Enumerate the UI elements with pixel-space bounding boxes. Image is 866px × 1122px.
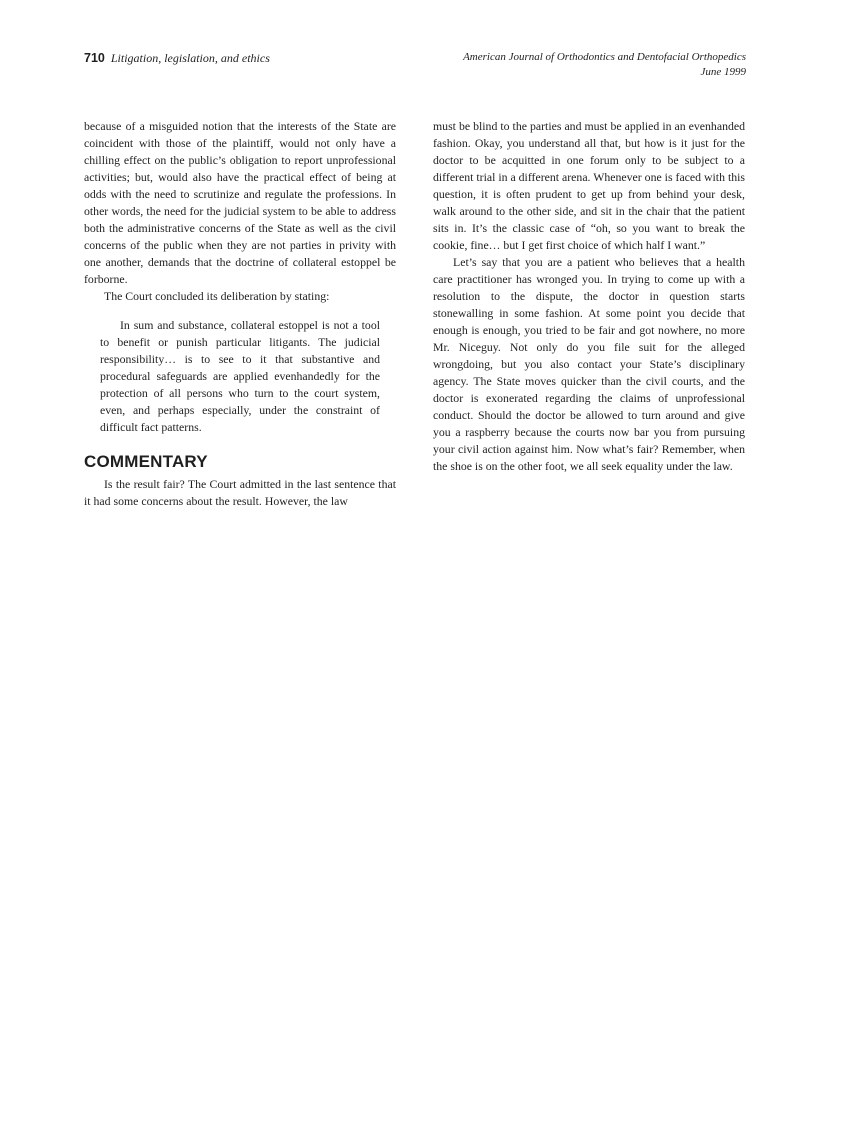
left-column (84, 118, 396, 510)
paragraph: Let’s say that you are a patient who believes that a health care practitioner has wronged you. In trying to come up with a resolution to the dispute, the doctor in question starts stonewalling in some fashion. At some point you decide that enough is enough, you tried to be fair and got nowhere, no more Mr. Niceguy. Not only do you file suit for the alleged wrongdoing, but you also contact your State’s disciplinary agency. The State moves quicker than the civil courts, and the doctor is exonerated regarding the claims of unprofessional conduct. Should the doctor be allowed to turn around and give you a raspberry because the courts now bar you from pursuing your civil action against him. Now what’s fair? Remember, when the shoe is on the other foot, we all seek equality under the law. (433, 255, 745, 473)
journal-name: American Journal of Orthodontics and Dentofacial Orthopedics (463, 51, 746, 63)
header-left (84, 50, 270, 66)
header-right (463, 50, 746, 80)
issue-date: June 1999 (700, 66, 746, 78)
running-title: Litigation, legislation, and ethics (110, 51, 270, 65)
section-heading: COMMENTARY (84, 452, 208, 471)
paragraph: must be blind to the parties and must be applied in an evenhanded fashion. Okay, you understand all that, but how is it just for the doctor to be acquitted in one forum only to be subject to a different trial in a different arena. Whenever one is faced with this question, it is often prudent to get up from behind your desk, walk around to the other side, and sit in the chair that the patient sits in. It’s the classic case of “oh, so you want to break the cookie, fine… but I get first choice of which half I want.” (433, 119, 745, 252)
paragraph: because of a misguided notion that the interests of the State are coincident with those of the plaintiff, would not only have a chilling effect on the public’s obligation to report unprofessional activities; but, would also have the practical effect of being at odds with the need to scrutinize and regulate the professions. In other words, the need for the judicial system to be able to address both the administrative concerns of the State as well as the civil concerns of the public when they are not parties in privity with one another, demands that the doctrine of collateral estoppel be forborne. (84, 119, 396, 286)
block-quote: In sum and substance, collateral estoppel is not a tool to benefit or punish particular litigants. The judicial responsibility… is to see to it that substantive and procedural safeguards are applied evenhandedly for the protection of all persons who turn to the court system, even, and perhaps especially, under the constraint of difficult fact patterns. (100, 318, 380, 434)
paragraph: The Court concluded its deliberation by stating: (104, 289, 330, 303)
right-column (433, 118, 745, 475)
paragraph: Is the result fair? The Court admitted in the last sentence that it had some concerns about the result. However, the law (84, 477, 396, 508)
running-header (84, 50, 746, 86)
page-number: 710 (84, 51, 105, 65)
